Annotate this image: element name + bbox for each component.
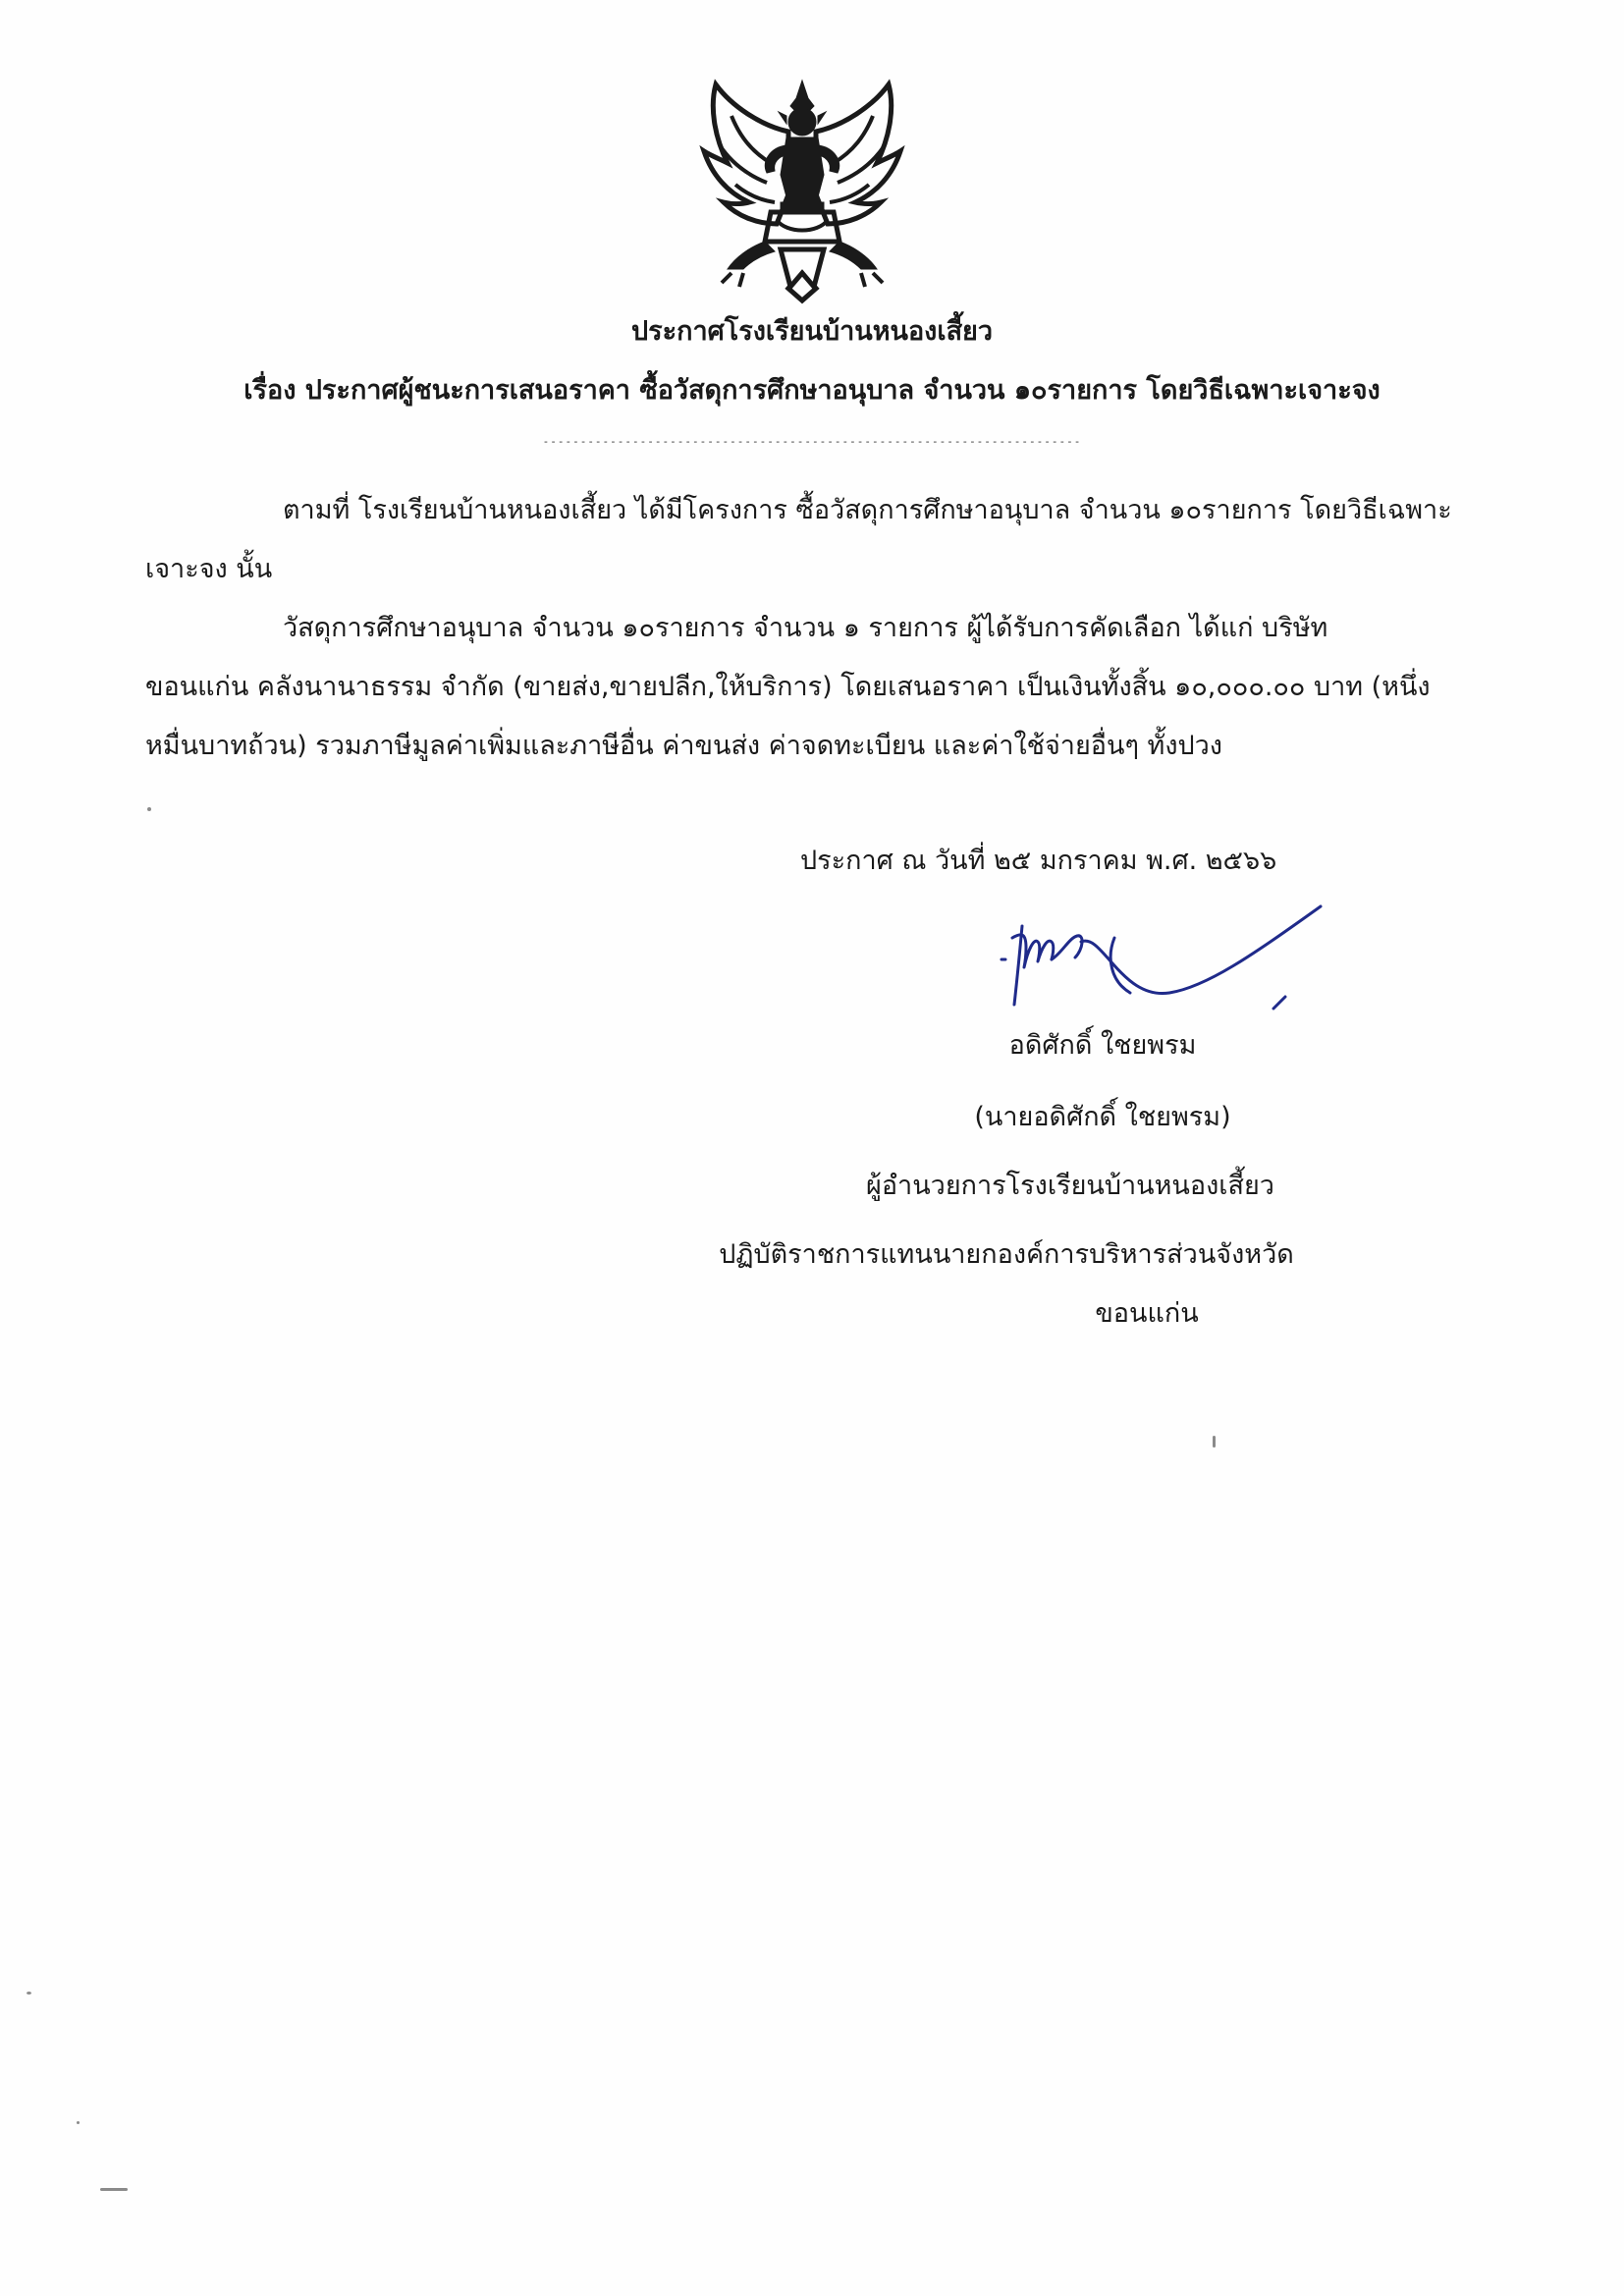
separator-line: ------------------------------------------------------------------------ xyxy=(542,435,1082,448)
body-line-4: ขอนแก่น คลังนานาธรรม จำกัด (ขายส่ง,ขายปลีก,ให้บริการ) โดยเสนอราคา เป็นเงินทั้งสิ้น ๑๐,๐๐๐.๐๐ บาท (หนึ่ง xyxy=(145,672,1431,702)
body-line-1: ตามที่ โรงเรียนบ้านหนองเสี้ยว ได้มีโครงการ ซื้อวัสดุการศึกษาอนุบาล จำนวน ๑๐รายการ โดยวิธีเฉพาะ xyxy=(283,495,1452,525)
scan-speck xyxy=(1213,1436,1216,1448)
body-line-2: เจาะจง นั้น xyxy=(145,554,273,584)
body-line-5: หมื่นบาทถ้วน) รวมภาษีมูลค่าเพิ่มและภาษีอื่น ค่าขนส่ง ค่าจดทะเบียน และค่าใช้จ่ายอื่นๆ ทั้งปวง xyxy=(145,731,1222,761)
announcement-title: ประกาศโรงเรียนบ้านหนองเสี้ยว xyxy=(630,316,994,347)
signer-full-name: (นายอดิศักดิ์ ใชยพรม) xyxy=(974,1102,1231,1132)
body-line-3: วัสดุการศึกษาอนุบาล จำนวน ๑๐รายการ จำนวน ๑ รายการ ผู้ได้รับการคัดเลือก ได้แก่ บริษัท xyxy=(283,613,1328,643)
signer-signature-name: อดิศักดิ์ ใชยพรม xyxy=(1008,1030,1197,1061)
scan-speck xyxy=(147,807,151,811)
signer-acting-title: ปฏิบัติราชการแทนนายกองค์การบริหารส่วนจังหวัด xyxy=(719,1239,1294,1270)
announcement-subject: เรื่อง ประกาศผู้ชนะการเสนอราคา ซื้อวัสดุการศึกษาอนุบาล จำนวน ๑๐รายการ โดยวิธีเฉพาะเจาะจง xyxy=(244,375,1380,406)
scan-speck xyxy=(27,1992,31,1995)
announcement-date: ประกาศ ณ วันที่ ๒๕ มกราคม พ.ศ. ๒๕๖๖ xyxy=(800,846,1277,876)
signer-province: ขอนแก่น xyxy=(1095,1298,1199,1329)
signer-position: ผู้อำนวยการโรงเรียนบ้านหนองเสี้ยว xyxy=(866,1171,1274,1201)
handwritten-signature xyxy=(997,899,1340,1026)
garuda-emblem-icon xyxy=(692,77,913,304)
scan-speck xyxy=(100,2188,128,2191)
scan-speck xyxy=(77,2121,80,2124)
